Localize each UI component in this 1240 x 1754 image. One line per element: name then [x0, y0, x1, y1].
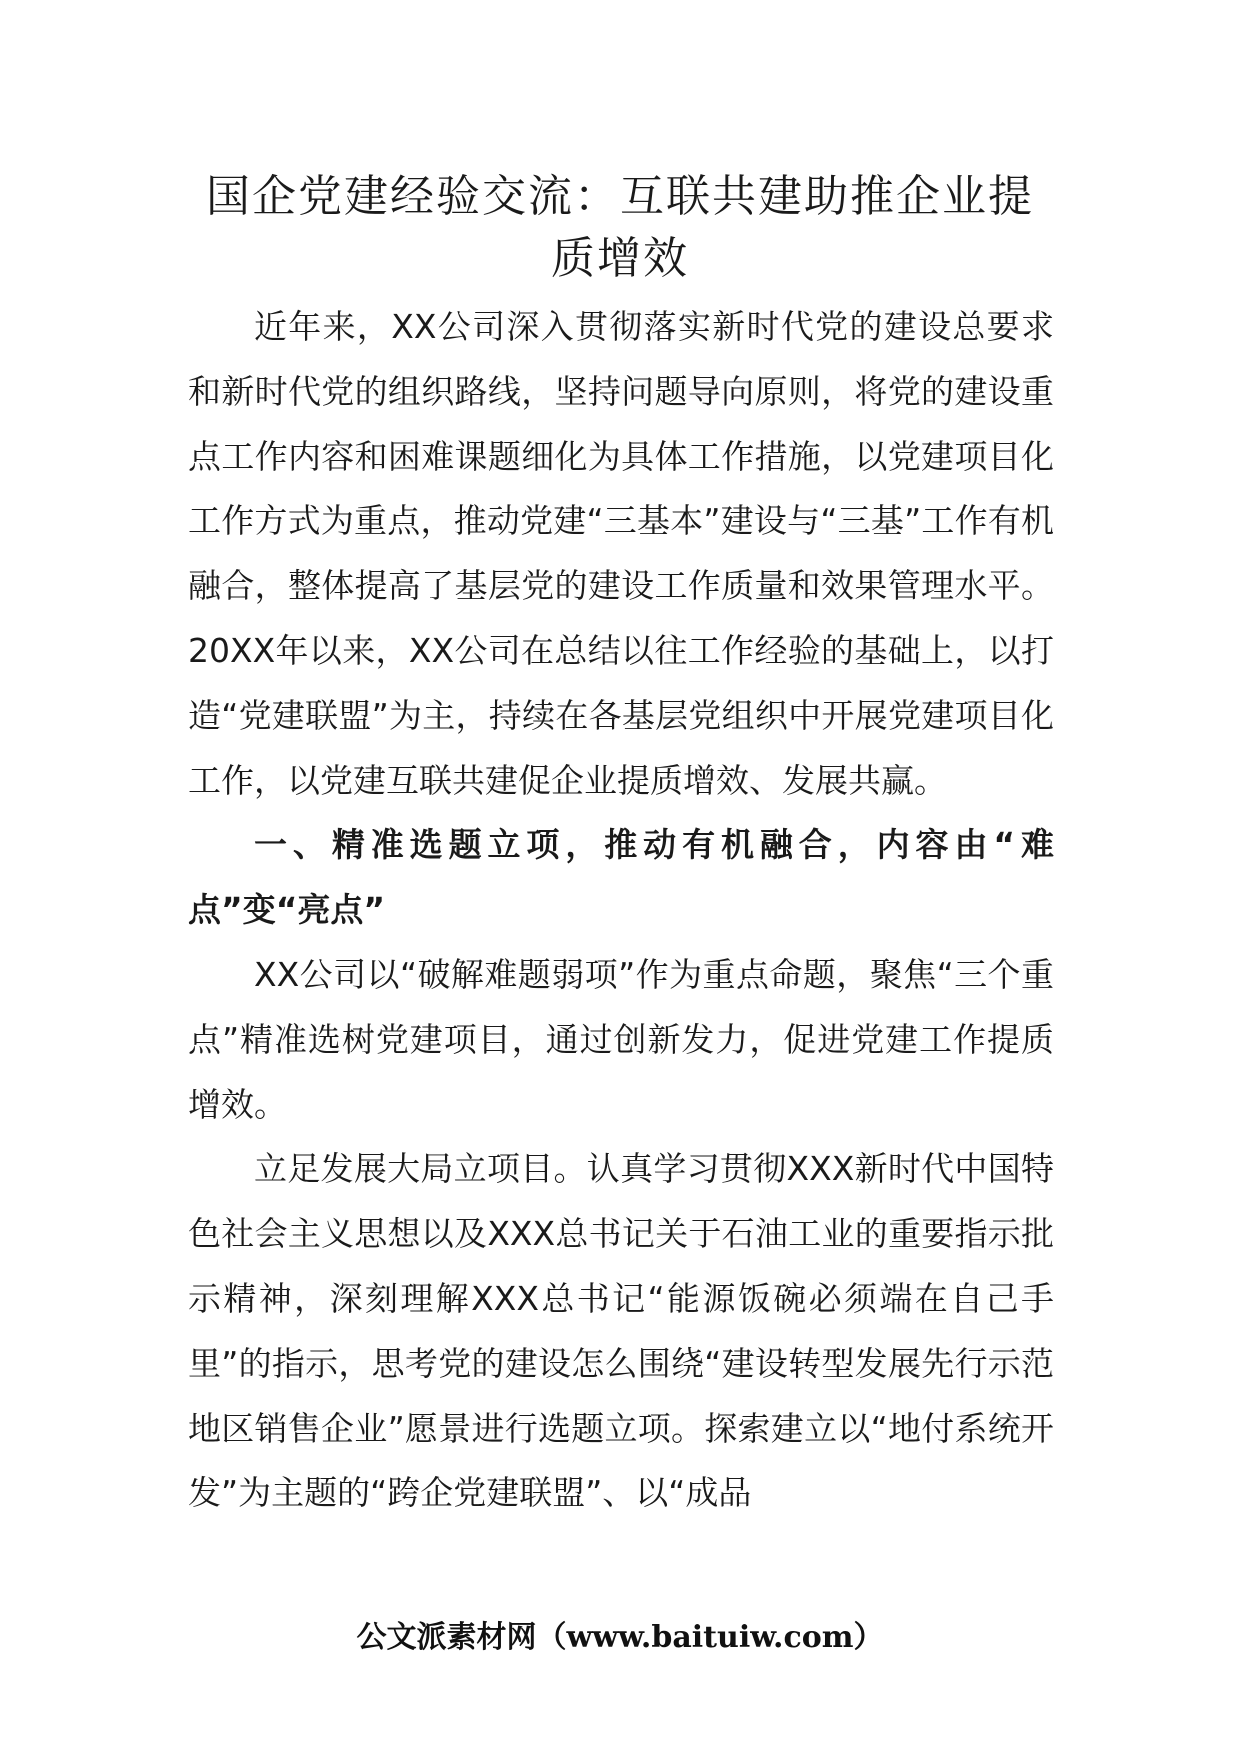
section-1-paragraph-2: 立足发展大局立项目。认真学习贯彻XXX新时代中国特色社会主义思想以及XXX总书记关于石油工业的重要指示批示精神，深刻理解XXX总书记“能源饭碗必须端在自己手里”的指示，思考党的建设怎么围绕“建设转型发展先行示范地区销售企业”愿景进行选题立项。探索建立以“地付系统开发”为主题的“跨企党建联盟”、以“成品 — [188, 1149, 1054, 1513]
document-body — [188, 295, 1054, 1526]
section-heading-1: 一、精准选题立项，推动有机融合，内容由“难点”变“亮点” — [188, 825, 1054, 930]
footer-watermark-text: 公文派素材网（www.baituiw.com） — [356, 1620, 884, 1655]
document-title: 国企党建经验交流：互联共建助推企业提质增效 — [206, 171, 1034, 284]
intro-paragraph: 近年来，XX公司深入贯彻落实新时代党的建设总要求和新时代党的组织路线，坚持问题导向原则，将党的建设重点工作内容和困难课题细化为具体工作措施，以党建项目化工作方式为重点，推动党建“三基本”建设与“三基”工作有机融合，整体提高了基层党的建设工作质量和效果管理水平。20XX年以来，XX公司在总结以往工作经验的基础上，以打造“党建联盟”为主，持续在各基层党组织中开展党建项目化工作，以党建互联共建促企业提质增效、发展共赢。 — [188, 307, 1054, 800]
section-1-paragraph-1: XX公司以“破解难题弱项”作为重点命题，聚焦“三个重点”精准选树党建项目，通过创新发力，促进党建工作提质增效。 — [188, 954, 1054, 1124]
